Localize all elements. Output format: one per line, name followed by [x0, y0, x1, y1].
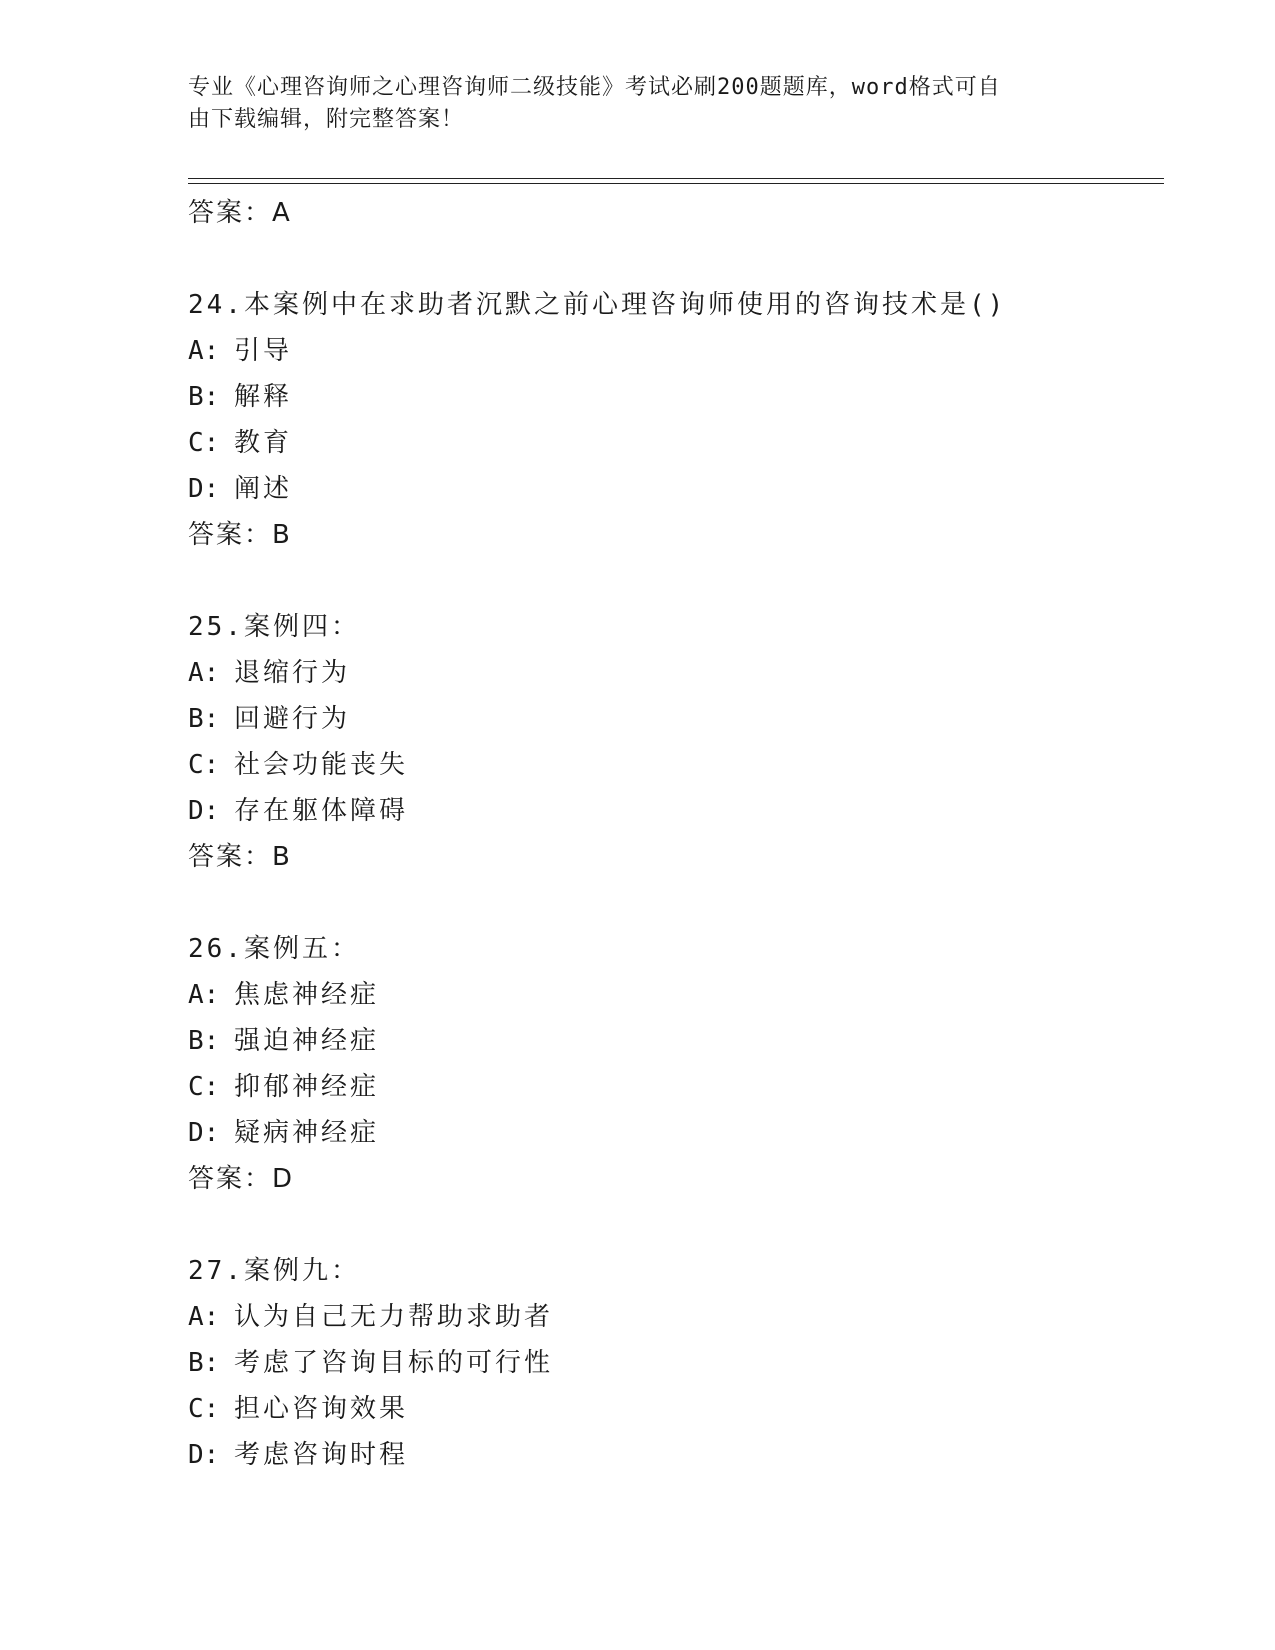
header-line-1: 专业《心理咨询师之心理咨询师二级技能》考试必刷200题题库，word格式可自 — [188, 75, 1001, 100]
option-key: B: — [188, 1026, 220, 1056]
option-text: 退缩行为 — [234, 658, 351, 688]
question-block — [188, 282, 1164, 558]
option-text: 回避行为 — [234, 704, 351, 734]
spacer — [188, 880, 1164, 926]
option-b — [188, 1018, 1164, 1064]
option-c — [188, 420, 1164, 466]
option-key: D: — [188, 474, 220, 504]
option-key: D: — [188, 1118, 220, 1148]
answer-line: 答案：B — [188, 520, 292, 550]
option-text: 考虑了咨询目标的可行性 — [234, 1348, 554, 1378]
question-block — [188, 604, 1164, 880]
option-a — [188, 972, 1164, 1018]
option-key: A: — [188, 336, 220, 366]
question-stem: 24.本案例中在求助者沉默之前心理咨询师使用的咨询技术是() — [188, 290, 1007, 320]
option-text: 认为自己无力帮助求助者 — [234, 1302, 554, 1332]
option-d — [188, 788, 1164, 834]
option-text: 存在躯体障碍 — [234, 796, 409, 826]
option-text: 焦虑神经症 — [234, 980, 380, 1010]
option-text: 解释 — [234, 382, 293, 412]
option-key: C: — [188, 1072, 220, 1102]
spacer — [188, 236, 1164, 282]
question-stem: 26.案例五： — [188, 934, 360, 964]
document-header-note — [188, 72, 1088, 136]
header-divider-bottom — [188, 183, 1164, 184]
question-block — [188, 926, 1164, 1202]
option-b — [188, 1340, 1164, 1386]
option-key: A: — [188, 658, 220, 688]
option-d — [188, 1432, 1164, 1478]
answer-line: 答案：D — [188, 1164, 295, 1194]
option-c — [188, 742, 1164, 788]
option-b — [188, 696, 1164, 742]
question-stem: 25.案例四： — [188, 612, 360, 642]
answer-line: 答案：A — [188, 198, 292, 228]
option-a — [188, 650, 1164, 696]
option-key: B: — [188, 704, 220, 734]
option-d — [188, 466, 1164, 512]
option-c — [188, 1386, 1164, 1432]
option-c — [188, 1064, 1164, 1110]
option-key: C: — [188, 750, 220, 780]
option-key: D: — [188, 1440, 220, 1470]
option-d — [188, 1110, 1164, 1156]
option-text: 考虑咨询时程 — [234, 1440, 409, 1470]
option-key: D: — [188, 796, 220, 826]
option-text: 抑郁神经症 — [234, 1072, 380, 1102]
option-key: B: — [188, 382, 220, 412]
answer-line: 答案：B — [188, 842, 292, 872]
option-text: 教育 — [234, 428, 293, 458]
option-text: 社会功能丧失 — [234, 750, 409, 780]
option-text: 强迫神经症 — [234, 1026, 380, 1056]
option-b — [188, 374, 1164, 420]
option-text: 阐述 — [234, 474, 293, 504]
question-block — [188, 1248, 1164, 1478]
spacer — [188, 558, 1164, 604]
option-key: B: — [188, 1348, 220, 1378]
header-line-2: 由下载编辑，附完整答案！ — [188, 107, 465, 132]
question-stem: 27.案例九： — [188, 1256, 360, 1286]
question-list — [188, 190, 1164, 1478]
option-key: A: — [188, 980, 220, 1010]
option-key: C: — [188, 428, 220, 458]
option-text: 引导 — [234, 336, 293, 366]
option-a — [188, 328, 1164, 374]
option-text: 疑病神经症 — [234, 1118, 380, 1148]
spacer — [188, 1202, 1164, 1248]
option-text: 担心咨询效果 — [234, 1394, 409, 1424]
header-divider-top — [188, 178, 1164, 179]
option-key: A: — [188, 1302, 220, 1332]
option-a — [188, 1294, 1164, 1340]
option-key: C: — [188, 1394, 220, 1424]
